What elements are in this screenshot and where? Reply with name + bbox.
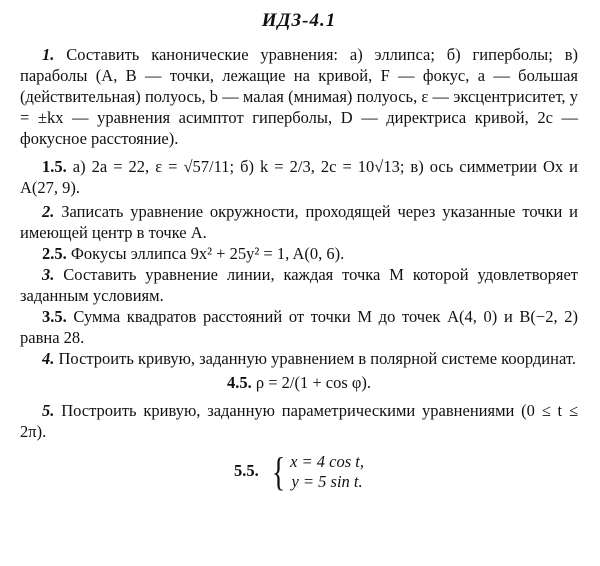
task-4-text: Построить кривую, заданную уравнением в полярной системе координат. xyxy=(58,349,576,368)
system-line-x: x = 4 cos t, xyxy=(290,452,364,471)
task-1-5-number: 1.5. xyxy=(42,157,67,176)
task-3-5-text: Сумма квадратов расстояний от точки M до точек A(4, 0) и B(−2, 2) равна 28. xyxy=(20,307,579,347)
task-4 xyxy=(20,348,578,369)
system-lines xyxy=(290,452,364,492)
task-1-text: Составить канонические уравнения: а) эллипса; б) гиперболы; в) параболы (A, B — точки, лежащие на кривой, F — фокус, a — большая (действительная) полуось, b — малая (мнимая) полуось, ε — эксцентриситет, y = ±kx — уравнения асимптот гиперболы, D — директриса кривой, 2c — фокусное расстояние). xyxy=(20,45,579,148)
task-2 xyxy=(20,201,578,243)
document-title: ИДЗ-4.1 xyxy=(261,10,337,31)
task-5-number: 5. xyxy=(42,401,55,420)
task-1-5-text: а) 2a = 22, ε = √57/11; б) k = 2/3, 2c = 10√13; в) ось симметрии Ox и A(27, 9). xyxy=(20,157,578,197)
task-4-5-number: 4.5. xyxy=(226,373,252,392)
task-2-5 xyxy=(20,243,578,264)
brace-symbol: { xyxy=(271,449,286,494)
task-3-5-number: 3.5. xyxy=(42,307,67,326)
task-1-5 xyxy=(20,156,578,198)
task-5-5 xyxy=(20,449,578,494)
task-5-5-number: 5.5. xyxy=(234,460,259,480)
task-5 xyxy=(20,400,578,442)
task-1 xyxy=(20,44,578,149)
task-2-text: Записать уравнение окружности, проходящей через указанные точки и имеющей центр в точке A. xyxy=(20,202,578,242)
task-4-5-text: ρ = 2/(1 + cos φ). xyxy=(255,373,372,392)
task-5-text: Построить кривую, заданную параметрическими уравнениями (0 ≤ t ≤ 2π). xyxy=(20,401,579,441)
task-3-5 xyxy=(20,306,578,348)
task-2-5-text: Фокусы эллипса 9x² + 25y² = 1, A(0, 6). xyxy=(70,244,345,263)
system-line-y: y = 5 sin t. xyxy=(291,472,363,491)
task-3 xyxy=(20,264,578,306)
parametric-system xyxy=(263,449,364,494)
task-1-number: 1. xyxy=(42,45,55,64)
task-2-5-number: 2.5. xyxy=(42,244,67,263)
task-3-text: Составить уравнение линии, каждая точка M которой удовлетворяет заданным условиям. xyxy=(20,265,578,305)
task-4-number: 4. xyxy=(42,349,55,368)
task-3-number: 3. xyxy=(42,265,55,284)
task-4-5 xyxy=(20,372,578,393)
task-2-number: 2. xyxy=(42,202,55,221)
